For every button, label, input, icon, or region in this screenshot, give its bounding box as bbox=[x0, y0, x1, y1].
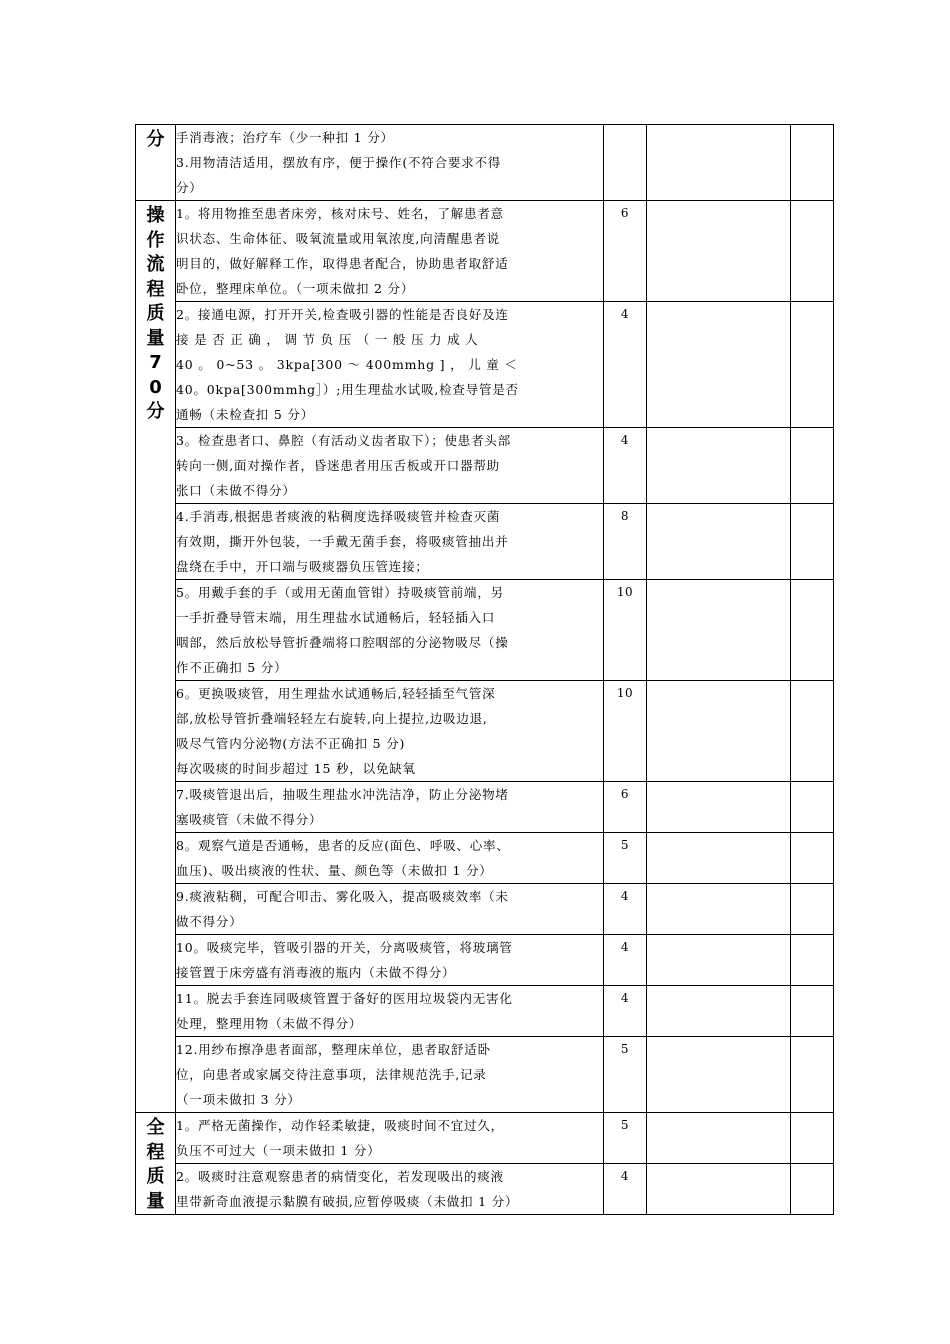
item-description-line: 1。严格无菌操作，动作轻柔敏捷，吸痰时间不宜过久， bbox=[176, 1118, 504, 1133]
score-cell bbox=[604, 1164, 647, 1215]
score-value: 6 bbox=[620, 206, 630, 220]
score-cell bbox=[604, 504, 647, 580]
empty-cell bbox=[647, 1164, 791, 1215]
item-description-line: 通畅（未检查扣 5 分） bbox=[176, 407, 314, 422]
empty-cell bbox=[647, 580, 791, 681]
score-value: 10 bbox=[616, 585, 634, 599]
category-cell bbox=[136, 125, 176, 201]
item-description-cell bbox=[176, 833, 604, 884]
item-description-line: 每次吸痰的时间步超过 15 秒，以免缺氧 bbox=[176, 761, 416, 776]
item-description-line: 作不正确扣 5 分） bbox=[176, 660, 288, 675]
score-value: 4 bbox=[620, 889, 630, 903]
item-description-line: 一手折叠导管末端，用生理盐水试通畅后，轻轻插入口 bbox=[176, 610, 496, 625]
empty-cell bbox=[791, 1113, 834, 1164]
item-description-line: 7.吸痰管退出后，抽吸生理盐水冲洗洁净，防止分泌物堵 bbox=[176, 787, 509, 802]
table-row bbox=[136, 1164, 834, 1215]
table-row bbox=[136, 884, 834, 935]
item-description-line: 手消毒液；治疗车（少一种扣 1 分） bbox=[176, 130, 394, 145]
score-cell bbox=[604, 1037, 647, 1113]
score-cell bbox=[604, 201, 647, 302]
item-description-line: 5。用戴手套的手（或用无菌血管钳）持吸痰管前端，另 bbox=[176, 585, 504, 600]
item-description-line: 部,放松导管折叠端轻轻左右旋转,向上提拉,边吸边退, bbox=[176, 711, 488, 726]
item-description-line: 分） bbox=[176, 180, 203, 195]
table-body bbox=[136, 125, 834, 1215]
item-description-line: 6。更换吸痰管，用生理盐水试通畅后,轻轻插至气管深 bbox=[176, 686, 496, 701]
empty-cell bbox=[791, 1164, 834, 1215]
table-row bbox=[136, 428, 834, 504]
empty-cell bbox=[647, 681, 791, 782]
item-description-line: 明目的，做好解释工作，取得患者配合，协助患者取舒适 bbox=[176, 256, 509, 271]
item-description-line: 张口（未做不得分） bbox=[176, 483, 296, 498]
item-description-cell bbox=[176, 302, 604, 428]
item-description-cell bbox=[176, 428, 604, 504]
score-cell bbox=[604, 884, 647, 935]
table-row bbox=[136, 1113, 834, 1164]
score-cell bbox=[604, 580, 647, 681]
score-cell bbox=[604, 986, 647, 1037]
score-value: 10 bbox=[616, 686, 634, 700]
item-description-line: 咽部，然后放松导管折叠端将口腔咽部的分泌物吸尽（操 bbox=[176, 635, 509, 650]
table-row bbox=[136, 782, 834, 833]
score-value: 4 bbox=[620, 991, 630, 1005]
empty-cell bbox=[791, 201, 834, 302]
item-description-line: 8。观察气道是否通畅，患者的反应(面色、呼吸、心率、 bbox=[176, 838, 510, 853]
empty-cell bbox=[791, 428, 834, 504]
empty-cell bbox=[647, 302, 791, 428]
item-description-cell bbox=[176, 986, 604, 1037]
category-label: 分 bbox=[146, 129, 165, 150]
item-description-line: 有效期，撕开外包装，一手戴无菌手套，将吸痰管抽出并 bbox=[176, 534, 509, 549]
item-description-cell bbox=[176, 884, 604, 935]
item-description-line: 11。脱去手套连同吸痰管置于备好的医用垃圾袋内无害化 bbox=[176, 991, 513, 1006]
table-row bbox=[136, 986, 834, 1037]
item-description-line: 负压不可过大（一项未做扣 1 分） bbox=[176, 1143, 381, 1158]
table-row bbox=[136, 302, 834, 428]
score-value: 4 bbox=[620, 940, 630, 954]
table-row bbox=[136, 125, 834, 201]
empty-cell bbox=[647, 884, 791, 935]
score-cell bbox=[604, 833, 647, 884]
empty-cell bbox=[647, 201, 791, 302]
item-description-line: 卧位，整理床单位。（一项未做扣 2 分） bbox=[176, 281, 415, 296]
item-description-line: 40。0kpa[300mmhg］）;用生理盐水试吸,检查导管是否 bbox=[176, 382, 519, 397]
table-row bbox=[136, 681, 834, 782]
item-description-line: （一项未做扣 3 分） bbox=[176, 1092, 301, 1107]
category-label: 操作流程质量70分 bbox=[146, 205, 165, 422]
category-cell bbox=[136, 1113, 176, 1215]
item-description-line: 3.用物清洁适用，摆放有序，便于操作(不符合要求不得 bbox=[176, 155, 502, 170]
empty-cell bbox=[791, 833, 834, 884]
item-description-line: 接管置于床旁盛有消毒液的瓶内（未做不得分） bbox=[176, 965, 456, 980]
empty-cell bbox=[647, 833, 791, 884]
score-value: 5 bbox=[620, 1118, 630, 1132]
item-description-line: 吸尽气管内分泌物(方法不正确扣 5 分) bbox=[176, 736, 406, 751]
score-cell bbox=[604, 302, 647, 428]
item-description-line: 2。吸痰时注意观察患者的病情变化，若发现吸出的痰液 bbox=[176, 1169, 504, 1184]
table-row bbox=[136, 580, 834, 681]
item-description-line: 4.手消毒,根据患者痰液的粘稠度选择吸痰管并检查灭菌 bbox=[176, 509, 501, 524]
table-row bbox=[136, 935, 834, 986]
empty-cell bbox=[647, 1113, 791, 1164]
empty-cell bbox=[647, 935, 791, 986]
item-description-cell bbox=[176, 125, 604, 201]
item-description-line: 40 。 0~53 。 3kpa[300 ～ 400mmhg ] ， 儿 童 ＜ bbox=[176, 357, 518, 372]
empty-cell bbox=[791, 986, 834, 1037]
score-cell bbox=[604, 935, 647, 986]
empty-cell bbox=[647, 1037, 791, 1113]
table-row bbox=[136, 201, 834, 302]
score-value: 4 bbox=[620, 433, 630, 447]
score-value: 8 bbox=[620, 509, 630, 523]
score-cell bbox=[604, 1113, 647, 1164]
score-value: 4 bbox=[620, 307, 630, 321]
empty-cell bbox=[791, 125, 834, 201]
item-description-line: 3。检查患者口、鼻腔（有活动义齿者取下）；使患者头部 bbox=[176, 433, 512, 448]
item-description-cell bbox=[176, 782, 604, 833]
category-cell bbox=[136, 201, 176, 1113]
empty-cell bbox=[791, 681, 834, 782]
empty-cell bbox=[791, 935, 834, 986]
scoring-table bbox=[135, 124, 834, 1215]
item-description-line: 塞吸痰管（未做不得分） bbox=[176, 812, 323, 827]
item-description-cell bbox=[176, 935, 604, 986]
score-value: 4 bbox=[620, 1169, 630, 1183]
empty-cell bbox=[791, 302, 834, 428]
empty-cell bbox=[791, 580, 834, 681]
score-cell bbox=[604, 125, 647, 201]
score-value: 6 bbox=[620, 787, 630, 801]
item-description-line: 处理，整理用物（未做不得分） bbox=[176, 1016, 363, 1031]
item-description-line: 识状态、生命体征、吸氧流量或用氧浓度,向清醒患者说 bbox=[176, 231, 500, 246]
table-row bbox=[136, 1037, 834, 1113]
empty-cell bbox=[791, 782, 834, 833]
empty-cell bbox=[647, 125, 791, 201]
item-description-line: 做不得分） bbox=[176, 914, 243, 929]
item-description-line: 10。吸痰完毕，管吸引器的开关，分离吸痰管，将玻璃管 bbox=[176, 940, 513, 955]
score-cell bbox=[604, 782, 647, 833]
score-value: 5 bbox=[620, 1042, 630, 1056]
item-description-cell bbox=[176, 1164, 604, 1215]
score-cell bbox=[604, 681, 647, 782]
item-description-line: 盘绕在手中，开口端与吸痰器负压管连接； bbox=[176, 559, 429, 574]
item-description-cell bbox=[176, 1113, 604, 1164]
item-description-line: 里带新奇血液提示黏膜有破损,应暂停吸痰（未做扣 1 分） bbox=[176, 1194, 519, 1209]
empty-cell bbox=[791, 884, 834, 935]
category-label: 全程质量 bbox=[146, 1117, 165, 1212]
empty-cell bbox=[647, 504, 791, 580]
empty-cell bbox=[647, 782, 791, 833]
item-description-cell bbox=[176, 201, 604, 302]
score-value: 5 bbox=[620, 838, 630, 852]
item-description-cell bbox=[176, 1037, 604, 1113]
table-row bbox=[136, 504, 834, 580]
item-description-line: 转向一侧,面对操作者，昏迷患者用压舌板或开口器帮助 bbox=[176, 458, 500, 473]
item-description-line: 1。将用物推至患者床旁，核对床号、姓名，了解患者意 bbox=[176, 206, 504, 221]
item-description-cell bbox=[176, 681, 604, 782]
item-description-line: 2。接通电源，打开开关,检查吸引器的性能是否良好及连 bbox=[176, 307, 509, 322]
item-description-line: 血压)、吸出痰液的性状、量、颜色等（未做扣 1 分） bbox=[176, 863, 493, 878]
empty-cell bbox=[647, 986, 791, 1037]
empty-cell bbox=[791, 1037, 834, 1113]
score-cell bbox=[604, 428, 647, 504]
item-description-cell bbox=[176, 504, 604, 580]
item-description-line: 12.用纱布擦净患者面部，整理床单位，患者取舒适卧 bbox=[176, 1042, 491, 1057]
item-description-cell bbox=[176, 580, 604, 681]
item-description-line: 接 是 否 正 确 ， 调 节 负 压 （ 一 般 压 力 成 人 bbox=[176, 332, 479, 347]
item-description-line: 9.痰液粘稠，可配合叩击、雾化吸入，提高吸痰效率（未 bbox=[176, 889, 509, 904]
item-description-line: 位，向患者或家属交待注意事项，法律规范洗手,记录 bbox=[176, 1067, 487, 1082]
table-row bbox=[136, 833, 834, 884]
empty-cell bbox=[791, 504, 834, 580]
empty-cell bbox=[647, 428, 791, 504]
